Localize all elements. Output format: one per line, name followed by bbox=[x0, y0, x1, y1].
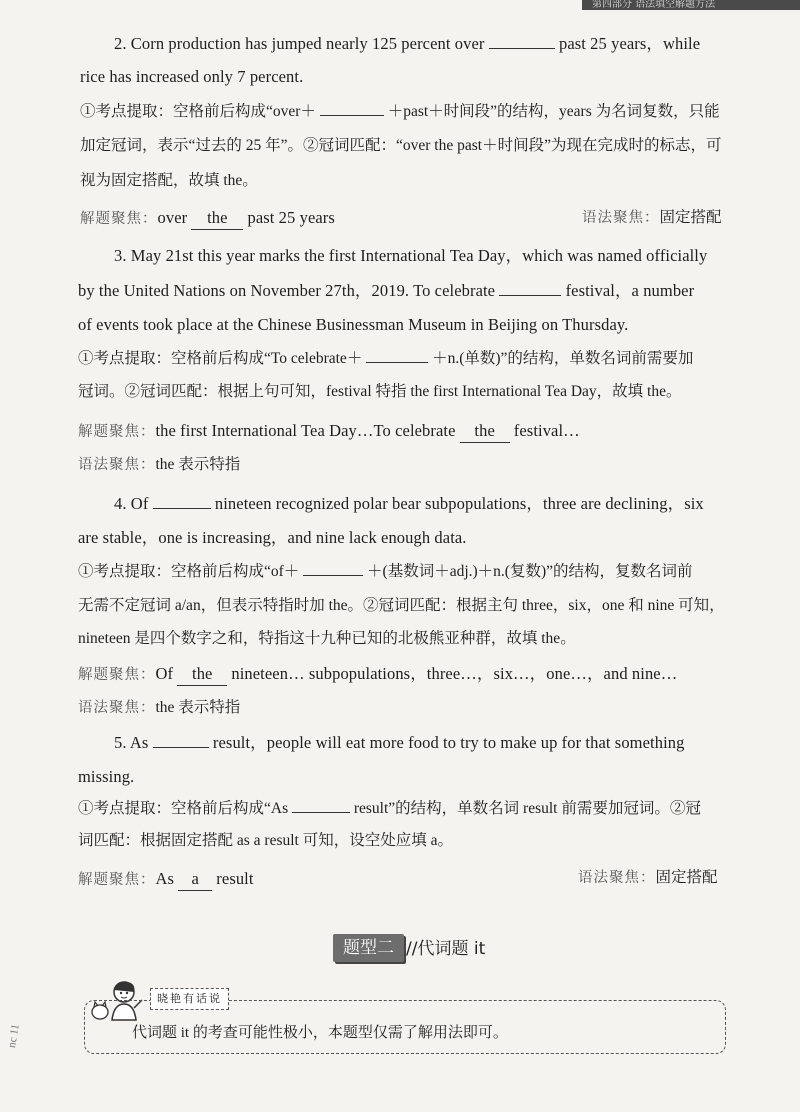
q4-text-a: 4. Of bbox=[114, 494, 149, 513]
q5-line2: missing. bbox=[78, 767, 135, 786]
q2-text-b: past 25 years，while bbox=[558, 34, 701, 53]
q3-analysis-line1 bbox=[78, 347, 693, 370]
q3-line3: of events took place at the Chinese Businessman Museum in Beijing on Thursday. bbox=[78, 315, 629, 334]
q2-analysis-line3: 视为固定搭配，故填 the。 bbox=[80, 172, 258, 189]
q4-focus-label: 解题聚焦： bbox=[78, 667, 156, 683]
q5-focus-b: result bbox=[216, 869, 254, 888]
q4-analysis-b: ＋(基数词＋adj.)＋n.(复数)”的结构，复数名词前 bbox=[367, 563, 693, 580]
q2-grammar-label: 语法聚焦： bbox=[582, 210, 660, 226]
q4-grammar-value: the 表示特指 bbox=[155, 699, 241, 716]
q3-blank bbox=[499, 280, 561, 296]
q5-focus-answer: a bbox=[178, 868, 212, 891]
q5-focus-label: 解题聚焦： bbox=[78, 872, 156, 888]
q5-line1 bbox=[114, 732, 684, 754]
q2-analysis-a: ①考点提取：空格前后构成“over＋ bbox=[80, 103, 316, 120]
q2-analysis-b: ＋past＋时间段”的结构，years 为名词复数，只能 bbox=[387, 103, 720, 120]
q4-grammar bbox=[78, 696, 240, 719]
q4-analysis-a: ①考点提取：空格前后构成“of＋ bbox=[78, 563, 300, 580]
q3-analysis-b: ＋n.(单数)”的结构，单数名词前需要加 bbox=[432, 350, 694, 367]
q5-focus-a: As bbox=[155, 869, 175, 888]
q4-analysis-blank bbox=[303, 560, 363, 576]
talk-text: 代词题 it 的考查可能性极小，本题型仅需了解用法即可。 bbox=[132, 1025, 508, 1041]
q3-focus-answer: the bbox=[460, 420, 510, 443]
q4-analysis-line3: nineteen 是四个数字之和，特指这十九种已知的北极熊亚种群，故填 the。 bbox=[78, 630, 576, 647]
q5-text-b: result，people will eat more food to try to make up for that something bbox=[212, 733, 685, 752]
q4-blank bbox=[153, 493, 211, 509]
q2-line2: rice has increased only 7 percent. bbox=[80, 67, 304, 86]
q4-analysis-line1 bbox=[78, 560, 693, 583]
q3-text-a: by the United Nations on November 27th，2019. To celebrate bbox=[78, 281, 496, 300]
q2-line1 bbox=[114, 33, 700, 55]
q4-grammar-label: 语法聚焦： bbox=[78, 700, 156, 716]
section-badge: 题型二 bbox=[333, 934, 404, 962]
q3-line2 bbox=[78, 280, 694, 302]
q2-focus-b: past 25 years bbox=[247, 208, 335, 227]
q5-analysis-b: result”的结构，单数名词 result 前需要加冠词。②冠 bbox=[353, 800, 701, 817]
q4-focus-a: Of bbox=[155, 664, 174, 683]
q4-text-b: nineteen recognized polar bear subpopulations，three are declining，six bbox=[214, 494, 704, 513]
q4-line1 bbox=[114, 493, 704, 515]
q2-focus-a: over bbox=[157, 208, 188, 227]
q4-line2: are stable，one is increasing，and nine lack enough data. bbox=[78, 528, 467, 547]
q3-focus-b: festival… bbox=[513, 421, 580, 440]
q3-analysis-blank bbox=[366, 347, 428, 363]
q5-analysis-blank bbox=[292, 797, 350, 813]
q2-grammar-value: 固定搭配 bbox=[659, 209, 722, 226]
q2-analysis-line2: 加定冠词，表示“过去的 25 年”。②冠词匹配：“over the past＋时间段”为现在完成时的标志，可 bbox=[80, 137, 722, 154]
q3-focus bbox=[78, 420, 580, 443]
q5-analysis-a: ①考点提取：空格前后构成“As bbox=[78, 800, 289, 817]
q5-grammar-label: 语法聚焦： bbox=[578, 870, 656, 886]
q3-focus-label: 解题聚焦： bbox=[78, 424, 156, 440]
talk-label: 晓艳有话说 bbox=[150, 988, 229, 1010]
q4-focus bbox=[78, 663, 677, 686]
q3-grammar bbox=[78, 453, 240, 476]
q4-focus-answer: the bbox=[177, 663, 227, 686]
q5-analysis-line1 bbox=[78, 797, 701, 820]
chapter-header-tab: 第四部分 语法填空解题方法 bbox=[582, 0, 800, 10]
q2-analysis-line1 bbox=[80, 100, 720, 123]
q5-text-a: 5. As bbox=[114, 733, 149, 752]
q2-focus bbox=[80, 207, 335, 230]
q3-line1: 3. May 21st this year marks the first International Tea Day，which was named officially bbox=[114, 246, 708, 265]
q3-grammar-label: 语法聚焦： bbox=[78, 457, 156, 473]
q5-analysis-line2: 词匹配：根据固定搭配 as a result 可知，设空处应填 a。 bbox=[78, 832, 453, 849]
q2-analysis-blank bbox=[320, 100, 384, 116]
q5-blank bbox=[153, 732, 209, 748]
q5-focus bbox=[78, 868, 254, 891]
margin-note: nc 11 bbox=[5, 1023, 22, 1049]
q3-text-b: festival，a number bbox=[565, 281, 695, 300]
q5-grammar-value: 固定搭配 bbox=[655, 869, 718, 886]
q5-grammar bbox=[578, 866, 718, 889]
q2-text-a: 2. Corn production has jumped nearly 125 percent over bbox=[114, 34, 485, 53]
q3-analysis-line2: 冠词。②冠词匹配：根据上句可知，festival 特指 the first International Tea Day，故填 the。 bbox=[78, 383, 682, 400]
q2-focus-label: 解题聚焦： bbox=[80, 211, 158, 227]
q3-grammar-value: the 表示特指 bbox=[155, 456, 241, 473]
q2-blank bbox=[489, 33, 555, 49]
q4-analysis-line2: 无需不定冠词 a/an，但表示特指时加 the。②冠词匹配：根据主句 three，six，one 和 nine 可知， bbox=[78, 597, 725, 614]
section-title: //代词题 it bbox=[406, 939, 486, 959]
q4-focus-b: nineteen… subpopulations，three…，six…，one…，and nine… bbox=[231, 664, 678, 683]
q3-analysis-a: ①考点提取：空格前后构成“To celebrate＋ bbox=[78, 350, 363, 367]
q2-grammar bbox=[582, 206, 722, 229]
q3-focus-a: the first International Tea Day…To celebrate bbox=[155, 421, 456, 440]
q2-focus-answer: the bbox=[191, 207, 243, 230]
